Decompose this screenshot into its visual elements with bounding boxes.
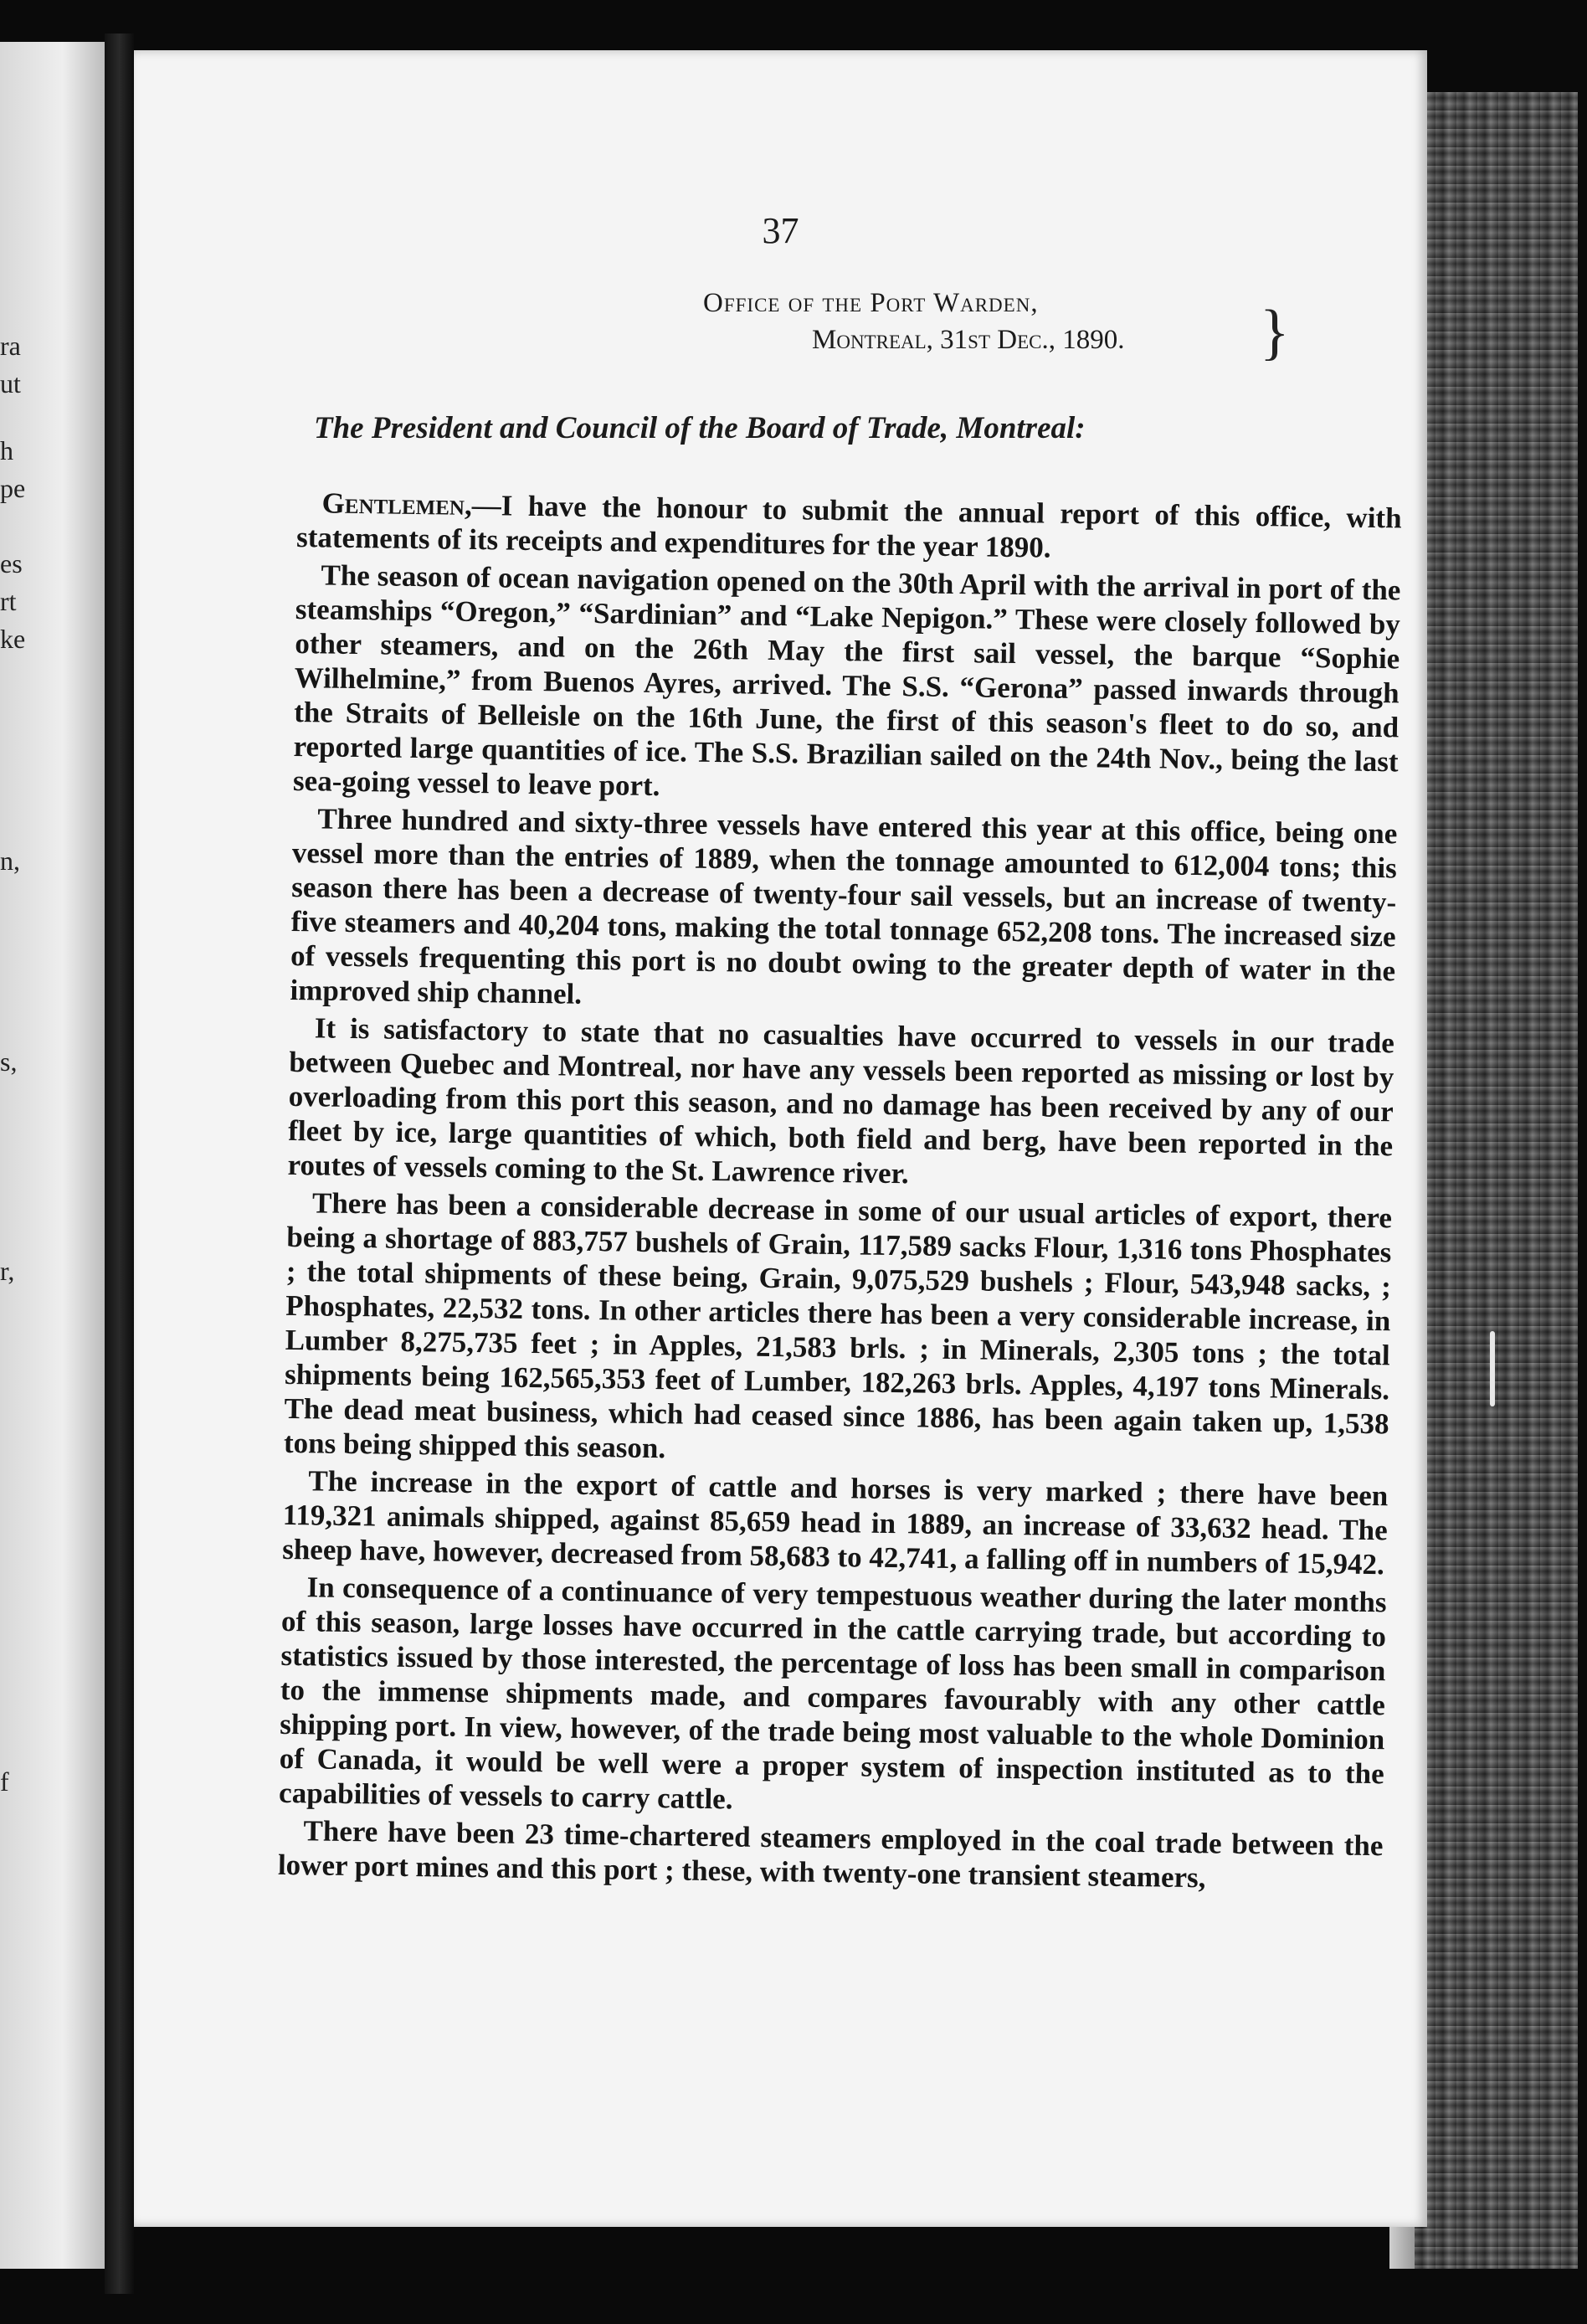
margin-fragment: rt: [0, 586, 17, 616]
margin-fragment: r,: [0, 1256, 15, 1286]
heading-place-date: Montreal, 31st Dec., 1890.: [812, 325, 1125, 355]
paragraph-text: —I have the honour to submit the annual report of this office, with statements of its receipts and expenditures for the year 1890.: [295, 488, 1402, 564]
document-page: [134, 50, 1427, 2227]
paragraph: There has been a considerable decrease in some of our usual articles of export, there being a shortage of 883,757 bushels of Grain, 117,589 sacks Flour, 1,316 tons Phosphates ; the total shipments of these being, Grain, 9,075,529 bushels ; Flour, 543,948 sacks, ; Phosphates, 22,532 tons. In other articles there has been a very considerable increase, in Lumber 8,275,735 feet ; in Apples, 21,583 brls. ; in Minerals, 2,305 tons ; the total shipments being 162,565,353 feet of Lumber, 182,263 brls. Apples, 4,197 tons Minerals. The dead meat business, which had ceased since 1886, has been again taken up, 1,538 tons being shipped this season.: [283, 1186, 1393, 1465]
page-number: 37: [762, 210, 799, 251]
margin-fragment: pe: [0, 473, 26, 503]
margin-fragment: h: [0, 435, 13, 465]
margin-fragment: s,: [0, 1046, 18, 1077]
paragraph: There have been 23 time-chartered steamers employed in the coal trade between the lower port mines and this port ; these, with twenty-one transient steamers,: [277, 1814, 1384, 1895]
paragraph-lead: Gentlemen,: [321, 486, 473, 522]
salutation: The President and Council of the Board of Trade, Montreal:: [314, 411, 1086, 445]
brace-mark: }: [1260, 298, 1290, 367]
paragraph: It is satisfactory to state that no casualties have occurred to vessels in our trade between Quebec and Montreal, nor have any vessels been reported as missing or lost by overloading from this port this season, and no damage has been received by any of our fleet by ice, large quantities of which, both field and berg, have been reported in the routes of vessels coming to the St. Lawrence river.: [287, 1011, 1395, 1190]
left-page-edge: [0, 42, 105, 2269]
margin-fragment: n,: [0, 846, 20, 876]
paragraph: In consequence of a continuance of very tempestuous weather during the later months of this season, large losses have occurred in the cattle carrying trade, but according to statistics issued by those interested, the percentage of loss has been small in comparison to the immense shipments made, and compares favourably with any other cattle shipping port. In view, however, of the trade being most valuable to the whole Dominion of Canada, it would be well were a proper system of inspection instituted as to the capabilities of vessels to carry cattle.: [278, 1571, 1387, 1816]
paragraph: The increase in the export of cattle and horses is very marked ; there have been 119,321 animals shipped, against 85,659 head in 1889, an increase of 33,632 head. The sheep have, however, decreased from 58,683 to 42,741, a falling off in numbers of 15,942.: [281, 1464, 1389, 1581]
letter-body: [278, 486, 1402, 1897]
margin-fragment: es: [0, 548, 23, 578]
margin-fragment: ke: [0, 624, 26, 654]
margin-fragment: f: [0, 1766, 9, 1797]
page-marker: [1490, 1331, 1495, 1406]
paragraph: Three hundred and sixty-three vessels have entered this year at this office, being one vessel more than the entries of 1889, when the tonnage amounted to 612,004 tons; this season there has been a decrease of twenty-four sail vessels, but an increase of twenty-five steamers and 40,204 tons, making the total tonnage 652,208 tons. The increased size of vessels frequenting this port is no doubt owing to the greater depth of water in the improved ship channel.: [290, 802, 1398, 1010]
heading-office: Office of the Port Warden,: [703, 288, 1039, 318]
paragraph: [296, 486, 1402, 569]
letter-heading: [645, 285, 1314, 358]
marbled-fore-edge: [1415, 92, 1578, 2269]
margin-fragment: ut: [0, 368, 21, 398]
margin-fragment: ra: [0, 331, 21, 361]
book-gutter: [105, 33, 134, 2294]
paragraph: The season of ocean navigation opened on the 30th April with the arrival in port of the steamships “Oregon,” “Sardinian” and “Lake Nepigon.” These were closely followed by other steamers, and on the 26th May the first sail vessel, the barque “Sophie Wilhelmine,” from Buenos Ayres, arrived. The S.S. “Gerona” passed inwards through the Straits of Belleisle on the 16th June, the first of this season's fleet to do so, and reported large quantities of ice. The S.S. Brazilian sailed on the 24th Nov., being the last sea-going vessel to leave port.: [292, 558, 1401, 803]
